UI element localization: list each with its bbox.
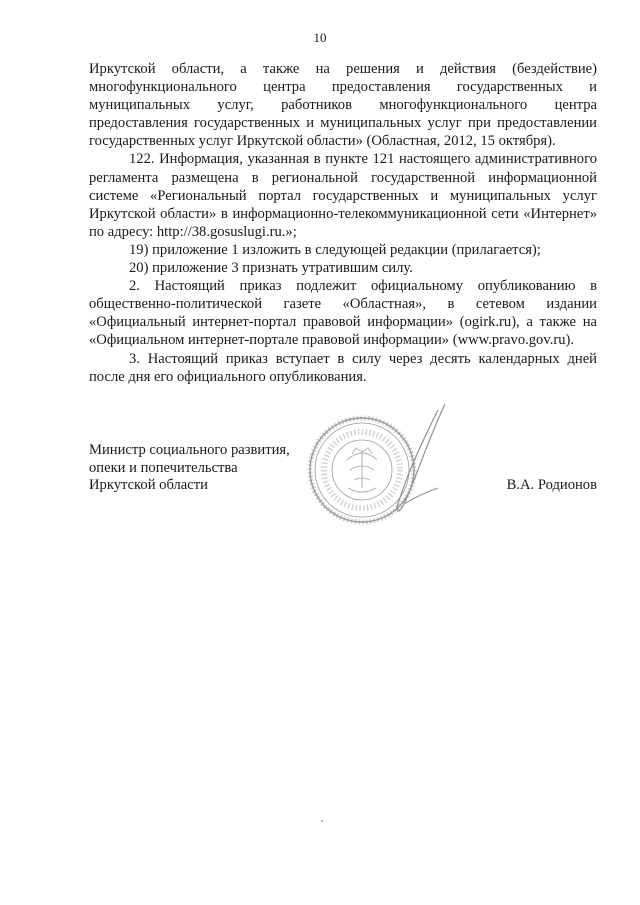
paragraph-item-2: 2. Настоящий приказ подлежит официальному опубликованию в общественно-политической газете «Областная», в сетевом издании «Официальный интернет-портал правовой информации» (ogirk.ru), а также на «Официальном интернет-портале правовой информации» (www.pravo.gov.ru).	[89, 278, 597, 349]
paragraph-item-3: 3. Настоящий приказ вступает в силу через десять календарных дней после дня его официального опубликования.	[89, 350, 597, 385]
signer-name: В.А. Родионов	[506, 477, 597, 493]
paragraph-item-122: 122. Информация, указанная в пункте 121 настоящего административного регламента размещена в региональной государственной информационной системе «Региональный портал государственных и муниципальных услуг Иркутской области» в информационно-телекоммуникационной сети «Интернет» по адресу: http://38.gosuslugi.ru.»;	[89, 151, 597, 240]
page-number: 10	[313, 30, 327, 45]
document-body	[89, 60, 597, 386]
scan-speck	[321, 820, 323, 822]
paragraph-continuation: Иркутской области, а также на решения и действия (бездействие) многофункционального центра предоставления государственных и муниципальных услуг, работников многофункционального центра предоставления государственных и муниципальных услуг при предоставлении государственных услуг Иркутской области» (Областная, 2012, 15 октября).	[89, 61, 597, 150]
signer-title	[89, 442, 290, 495]
signer-title-line: Министр социального развития,	[89, 442, 290, 458]
paragraph-item-20: 20) приложение 3 признать утратившим силу.	[129, 260, 413, 277]
signer-title-line: Иркутской области	[89, 477, 208, 493]
official-stamp-icon	[300, 400, 450, 550]
paragraph-item-19: 19) приложение 1 изложить в следующей редакции (прилагается);	[129, 241, 541, 258]
signer-title-line: опеки и попечительства	[89, 459, 238, 476]
